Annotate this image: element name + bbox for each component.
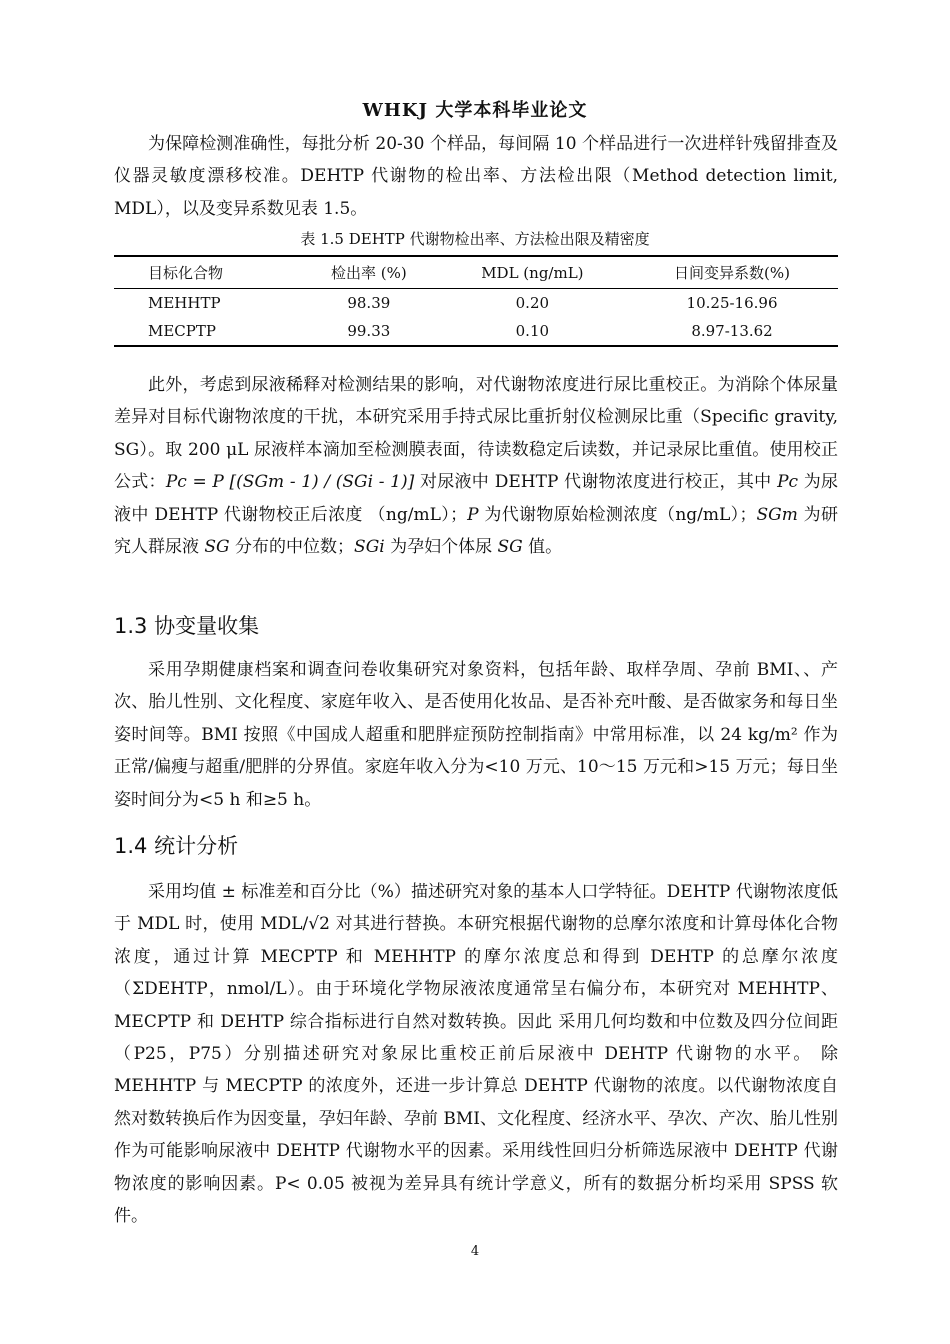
table-cell: MECPTP — [114, 317, 299, 346]
col-header-detection-rate: 检出率 (%) — [299, 256, 439, 289]
statistics-paragraph: 采用均值 ± 标准差和百分比（%）描述研究对象的基本人口学特征。DEHTP 代谢物浓度低于 MDL 时，使用 MDL/√2 对其进行替换。本研究根据代谢物的总摩尔浓度和计算母体化合物浓度，通过计算 MECPTP 和 MEHHTP 的摩尔浓度总和得到 DEHTP 的总摩尔浓度（ΣDEHTP，nmol/L）。由于环境化学物尿液浓度通常呈右偏分布，本研究对 MEHHTP、MECPTP 和 DEHTP 综合指标进行自然对数转换。因此 采用几何均数和中位数及四分位间距（P25，P75）分别描述研究对象尿比重校正前后尿液中 DEHTP 代谢物的水平。 除 MEHHTP 与 MECPTP 的浓度外，还进一步计算总 DEHTP 代谢物的浓度。以代谢物浓度自然对数转换后作为因变量，孕妇年龄、孕前 BMI、文化程度、经济水平、孕次、产次、胎儿性别作为可能影响尿液中 DEHTP 代谢物水平的因素。采用线性回归分析筛选尿液中 DEHTP 代谢物浓度的影响因素。P< 0.05 被视为差异具有统计学意义，所有的数据分析均采用 SPSS 软件。 — [114, 882, 838, 1227]
intro-paragraph-block — [114, 128, 838, 225]
col-header-compound: 目标化合物 — [114, 256, 299, 289]
col-header-mdl: MDL (ng/mL) — [439, 256, 626, 289]
table-cell: MEHHTP — [148, 294, 221, 312]
text-run: 值。 — [522, 537, 563, 558]
symbol-p: P — [467, 504, 479, 525]
correction-paragraph-block — [114, 369, 838, 563]
text-run: 对尿液中 DEHTP 代谢物浓度进行校正，其中 — [414, 472, 778, 493]
intro-paragraph: 为保障检测准确性，每批分析 20-30 个样品，每间隔 10 个样品进行一次进样针残留排查及仪器灵敏度漂移校准。DEHTP 代谢物的检出率、方法检出限（Method detection limit, MDL），以及变异系数见表 1.5。 — [114, 134, 838, 219]
table-row — [114, 317, 838, 346]
statistics-paragraph-block — [114, 876, 838, 1232]
table-cell: 98.39 — [347, 294, 391, 312]
col-header-cv: 日间变异系数(%) — [626, 256, 838, 289]
table-cell: 0.10 — [439, 317, 626, 346]
symbol-sg: SG — [497, 537, 523, 558]
text-run: 为代谢物原始检测浓度（ng/mL）； — [478, 504, 757, 525]
section-heading-1-4: 1.4 统计分析 — [114, 834, 239, 858]
symbol-pc: Pc — [777, 472, 799, 493]
text-run: 此外，考虑到尿液稀释对检测结果的影响，对代谢物浓度进行尿比重校正。为消除个体尿量差异对目标代谢物浓度的干扰，本研究采用手持式尿比重折射仪检测尿比重（Specific gravity, SG）。取 200 μL 尿液样本滴加至检测膜表面，待读数稳定后读数，并记录尿比重值。使用校正公式： — [114, 375, 838, 493]
covariate-paragraph-block — [114, 654, 838, 816]
table-cell: 8.97-13.62 — [626, 317, 838, 346]
text-run: 为孕妇个体尿 — [384, 537, 498, 558]
text-run: 为尿液中 DEHTP 代谢物校正后浓度 （ng/mL）； — [114, 472, 839, 525]
symbol-sgi: SGi — [354, 537, 385, 558]
page-number: 4 — [470, 1244, 480, 1259]
detection-table — [114, 255, 838, 347]
running-header: WHKJ 大学本科毕业论文 — [362, 100, 588, 121]
covariate-paragraph: 采用孕期健康档案和调查问卷收集研究对象资料，包括年龄、取样孕周、孕前 BMI、、产次、胎儿性别、文化程度、家庭年收入、是否使用化妆品、是否补充叶酸、是否做家务和每日坐姿时间等。BMI 按照《中国成人超重和肥胖症预防控制指南》中常用标准，以 24 kg/m² 作为正常/偏瘦与超重/肥胖的分界值。家庭年收入分为<10 万元、10～15 万元和>15 万元；每日坐姿时间分为<5 h 和≥5 h。 — [114, 660, 838, 810]
text-run: 分布的中位数； — [229, 537, 355, 558]
table-caption: 表 1.5 DEHTP 代谢物检出率、方法检出限及精密度 — [300, 230, 650, 248]
table-cell: 10.25-16.96 — [686, 294, 778, 312]
table-cell: 0.20 — [515, 294, 550, 312]
table-row — [114, 289, 838, 318]
table-cell: 99.33 — [299, 317, 439, 346]
correction-paragraph — [114, 369, 838, 563]
text-run: 为研究人群尿液 — [114, 504, 839, 558]
symbol-sgm: SGm — [756, 504, 798, 525]
table-header-row — [114, 256, 838, 289]
section-heading-1-3: 1.3 协变量收集 — [114, 614, 260, 638]
correction-formula: Pc = P [(SGm - 1) / (SGi - 1)] — [165, 472, 415, 493]
symbol-sg: SG — [204, 537, 230, 558]
